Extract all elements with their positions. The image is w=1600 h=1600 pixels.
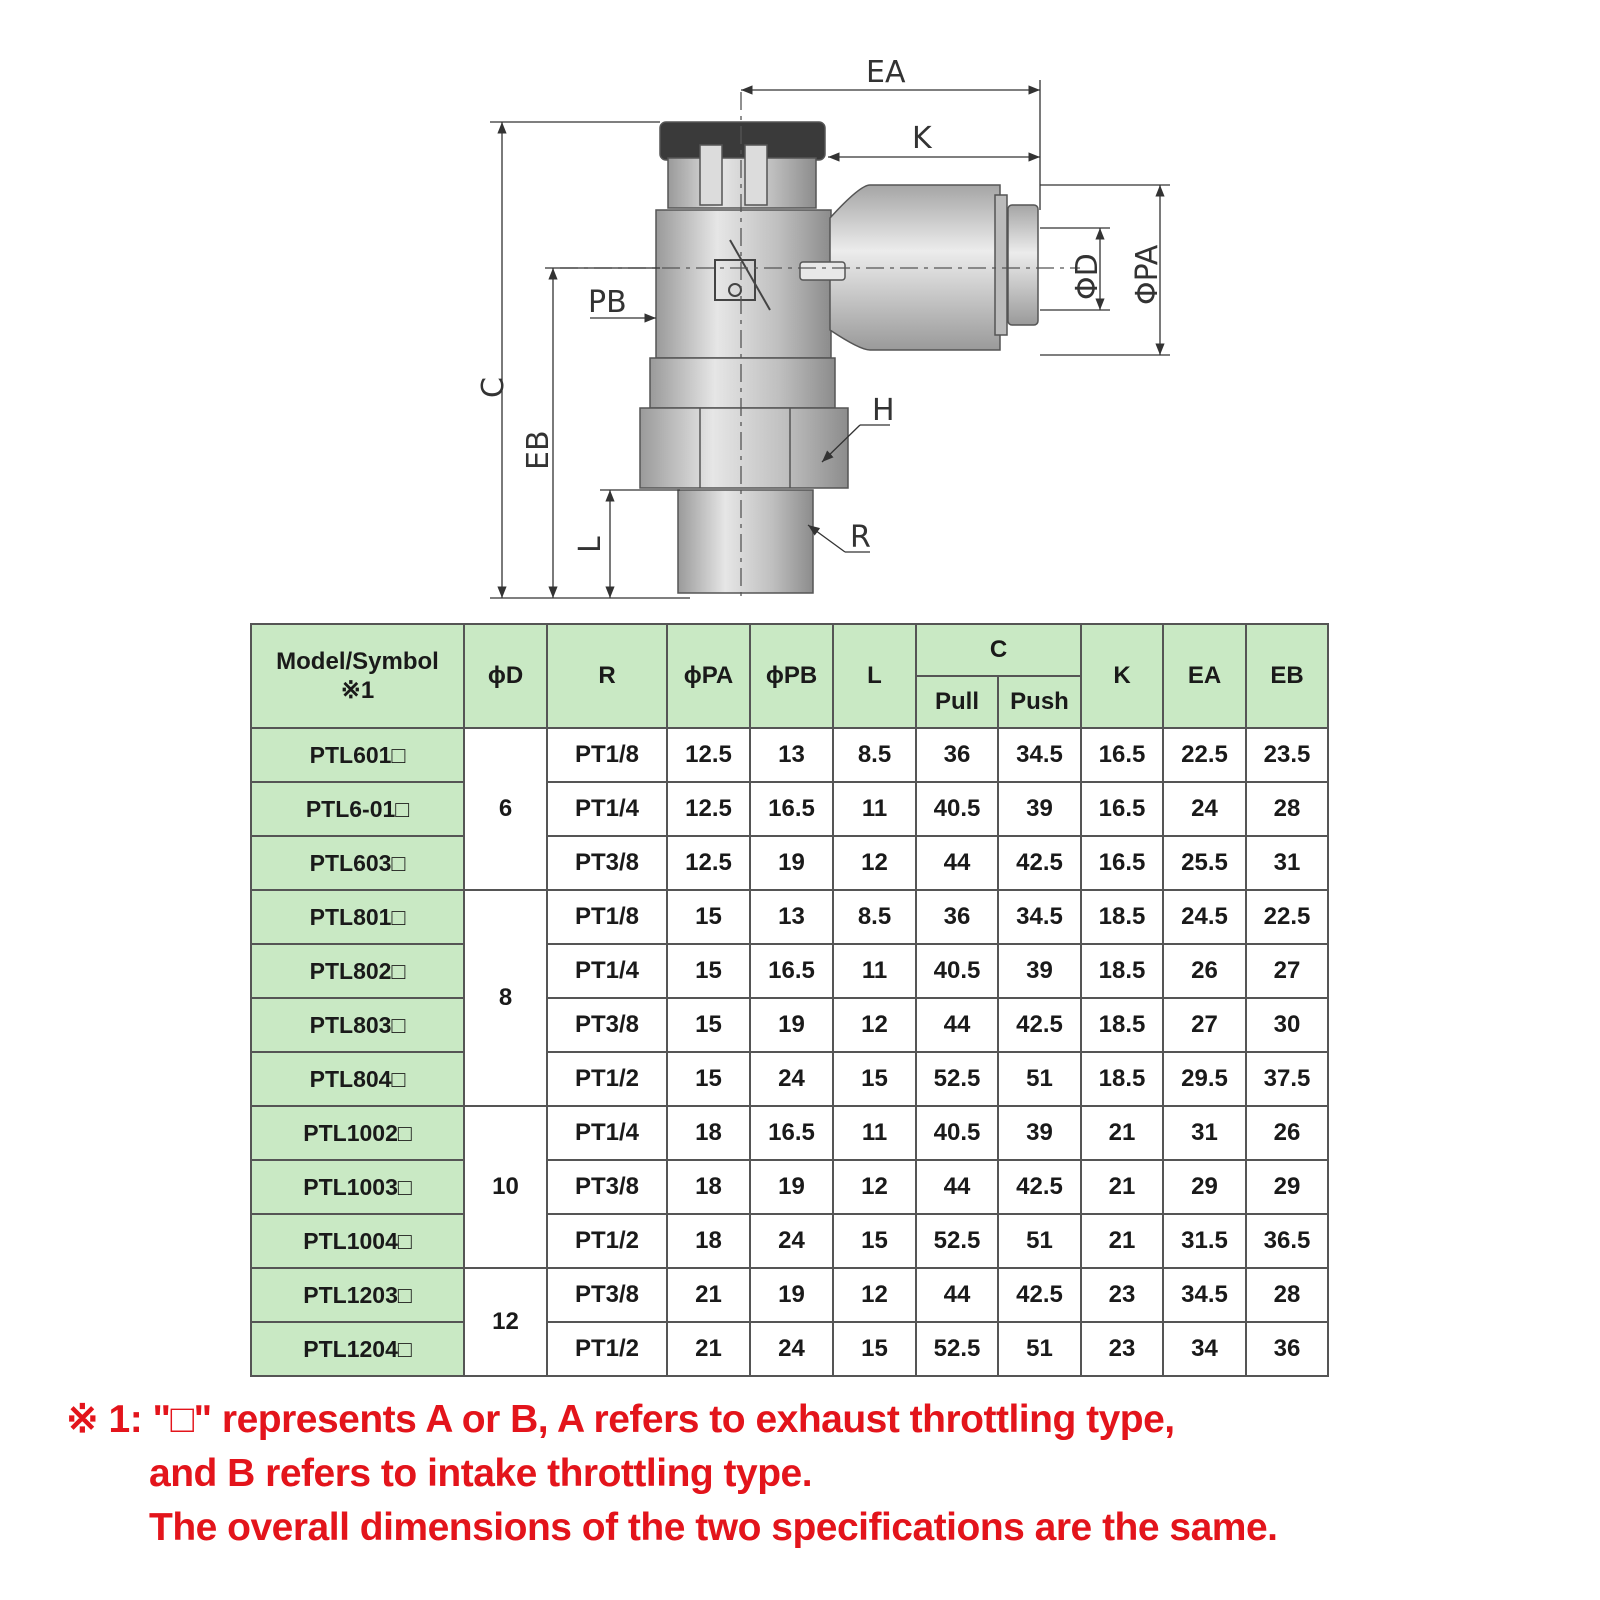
- footnote-line-3: The overall dimensions of the two specifications are the same.: [149, 1506, 1278, 1549]
- table-row: [251, 1106, 1328, 1160]
- cell-l: 15: [833, 1052, 916, 1106]
- cell-model: PTL1203□: [251, 1268, 464, 1322]
- cell-pa: 15: [667, 1052, 750, 1106]
- cell-eb: 36.5: [1246, 1214, 1328, 1268]
- dim-label-h: H: [872, 393, 895, 428]
- cell-push: 51: [998, 1322, 1081, 1376]
- cell-ea: 31.5: [1163, 1214, 1246, 1268]
- cell-model: PTL1204□: [251, 1322, 464, 1376]
- table-row: [251, 890, 1328, 944]
- cell-ea: 27: [1163, 998, 1246, 1052]
- cell-model: PTL1002□: [251, 1106, 464, 1160]
- cell-push: 42.5: [998, 1160, 1081, 1214]
- dim-label-phi-pa: ΦPA: [1130, 244, 1165, 305]
- cell-push: 42.5: [998, 836, 1081, 890]
- cell-ea: 31: [1163, 1106, 1246, 1160]
- table-row: [251, 1052, 1328, 1106]
- cell-k: 21: [1081, 1160, 1163, 1214]
- cell-k: 16.5: [1081, 782, 1163, 836]
- cell-ea: 34: [1163, 1322, 1246, 1376]
- cell-eb: 31: [1246, 836, 1328, 890]
- table-row: [251, 1322, 1328, 1376]
- cell-model: PTL1003□: [251, 1160, 464, 1214]
- cell-ea: 29: [1163, 1160, 1246, 1214]
- cell-k: 18.5: [1081, 944, 1163, 998]
- specification-rows: [251, 728, 1328, 1376]
- header-d: ϕD: [464, 624, 547, 728]
- cell-l: 8.5: [833, 890, 916, 944]
- cell-l: 11: [833, 1106, 916, 1160]
- cell-pull: 36: [916, 890, 998, 944]
- cell-eb: 23.5: [1246, 728, 1328, 782]
- header-c: C: [916, 624, 1081, 676]
- cell-pa: 18: [667, 1160, 750, 1214]
- header-l: L: [833, 624, 916, 728]
- cell-pb: 16.5: [750, 944, 833, 998]
- cell-eb: 27: [1246, 944, 1328, 998]
- cell-push: 51: [998, 1052, 1081, 1106]
- cell-push: 42.5: [998, 998, 1081, 1052]
- header-ea: EA: [1163, 624, 1246, 728]
- cell-l: 15: [833, 1322, 916, 1376]
- cell-eb: 26: [1246, 1106, 1328, 1160]
- footnote-line-2: and B refers to intake throttling type.: [149, 1452, 813, 1495]
- cell-k: 23: [1081, 1322, 1163, 1376]
- cell-pull: 40.5: [916, 782, 998, 836]
- cell-ea: 22.5: [1163, 728, 1246, 782]
- cell-r: PT3/8: [547, 1268, 667, 1322]
- dim-label-phi-d: ΦD: [1070, 253, 1105, 300]
- cell-pb: 19: [750, 836, 833, 890]
- table-row: [251, 1160, 1328, 1214]
- cell-model: PTL601□: [251, 728, 464, 782]
- cell-pull: 36: [916, 728, 998, 782]
- cell-pull: 40.5: [916, 1106, 998, 1160]
- cell-l: 8.5: [833, 728, 916, 782]
- header-k: K: [1081, 624, 1163, 728]
- cell-k: 18.5: [1081, 890, 1163, 944]
- fitting-dimension-drawing: [0, 0, 1600, 620]
- table-row: [251, 1214, 1328, 1268]
- cell-k: 23: [1081, 1268, 1163, 1322]
- cell-pa: 18: [667, 1214, 750, 1268]
- cell-d: 12: [464, 1268, 547, 1376]
- header-pull: Pull: [916, 676, 998, 728]
- cell-r: PT3/8: [547, 1160, 667, 1214]
- cell-r: PT1/4: [547, 1106, 667, 1160]
- header-pb: ϕPB: [750, 624, 833, 728]
- cell-push: 34.5: [998, 890, 1081, 944]
- cell-pa: 18: [667, 1106, 750, 1160]
- header-model-label: Model/Symbol: [276, 647, 439, 675]
- cell-eb: 30: [1246, 998, 1328, 1052]
- cell-pa: 15: [667, 998, 750, 1052]
- cell-pb: 24: [750, 1322, 833, 1376]
- cell-pull: 44: [916, 998, 998, 1052]
- cell-r: PT1/4: [547, 944, 667, 998]
- cell-r: PT1/8: [547, 890, 667, 944]
- cell-r: PT1/2: [547, 1052, 667, 1106]
- cell-ea: 34.5: [1163, 1268, 1246, 1322]
- header-model: [251, 624, 464, 728]
- cell-eb: 28: [1246, 782, 1328, 836]
- header-push: Push: [998, 676, 1081, 728]
- cell-l: 11: [833, 782, 916, 836]
- cell-pa: 12.5: [667, 782, 750, 836]
- dim-label-l: L: [573, 536, 608, 553]
- cell-model: PTL6-01□: [251, 782, 464, 836]
- header-pa: ϕPA: [667, 624, 750, 728]
- cell-pull: 44: [916, 1160, 998, 1214]
- cell-r: PT1/2: [547, 1322, 667, 1376]
- cell-pb: 24: [750, 1052, 833, 1106]
- cell-r: PT1/4: [547, 782, 667, 836]
- cell-l: 15: [833, 1214, 916, 1268]
- cell-push: 34.5: [998, 728, 1081, 782]
- dim-label-pb: PB: [588, 285, 627, 320]
- table-row: [251, 836, 1328, 890]
- cell-l: 12: [833, 998, 916, 1052]
- footnote-line-1: ※ 1: "□" represents A or B, A refers to exhaust throttling type,: [66, 1398, 1175, 1441]
- header-r: R: [547, 624, 667, 728]
- cell-pull: 44: [916, 1268, 998, 1322]
- header-eb: EB: [1246, 624, 1328, 728]
- cell-model: PTL603□: [251, 836, 464, 890]
- footnote: [66, 1393, 1586, 1555]
- cell-k: 18.5: [1081, 1052, 1163, 1106]
- cell-pa: 15: [667, 890, 750, 944]
- cell-model: PTL804□: [251, 1052, 464, 1106]
- cell-push: 39: [998, 782, 1081, 836]
- cell-ea: 29.5: [1163, 1052, 1246, 1106]
- cell-r: PT3/8: [547, 836, 667, 890]
- cell-k: 18.5: [1081, 998, 1163, 1052]
- dim-label-c: C: [476, 377, 511, 398]
- cell-r: PT1/8: [547, 728, 667, 782]
- cell-pb: 19: [750, 1268, 833, 1322]
- dim-label-ea: EA: [866, 55, 906, 90]
- cell-eb: 22.5: [1246, 890, 1328, 944]
- cell-pa: 15: [667, 944, 750, 998]
- cell-d: 10: [464, 1106, 547, 1268]
- cell-pb: 13: [750, 728, 833, 782]
- cell-pull: 40.5: [916, 944, 998, 998]
- cell-model: PTL801□: [251, 890, 464, 944]
- cell-push: 42.5: [998, 1268, 1081, 1322]
- cell-l: 12: [833, 1160, 916, 1214]
- cell-model: PTL803□: [251, 998, 464, 1052]
- cell-model: PTL1004□: [251, 1214, 464, 1268]
- cell-k: 16.5: [1081, 728, 1163, 782]
- cell-pb: 16.5: [750, 1106, 833, 1160]
- table-row: [251, 944, 1328, 998]
- cell-pa: 21: [667, 1268, 750, 1322]
- table-row: [251, 728, 1328, 782]
- cell-push: 39: [998, 944, 1081, 998]
- cell-model: PTL802□: [251, 944, 464, 998]
- cell-r: PT3/8: [547, 998, 667, 1052]
- cell-r: PT1/2: [547, 1214, 667, 1268]
- cell-l: 11: [833, 944, 916, 998]
- table-row: [251, 998, 1328, 1052]
- dim-label-k: K: [912, 121, 932, 156]
- specification-table: [250, 623, 1329, 1377]
- cell-pull: 52.5: [916, 1214, 998, 1268]
- dim-label-eb: EB: [521, 430, 556, 470]
- cell-k: 21: [1081, 1214, 1163, 1268]
- cell-ea: 25.5: [1163, 836, 1246, 890]
- cell-ea: 24.5: [1163, 890, 1246, 944]
- table-row: [251, 1268, 1328, 1322]
- cell-pb: 16.5: [750, 782, 833, 836]
- cell-pull: 52.5: [916, 1322, 998, 1376]
- cell-k: 16.5: [1081, 836, 1163, 890]
- fitting-body: [640, 122, 1038, 593]
- cell-ea: 26: [1163, 944, 1246, 998]
- cell-d: 8: [464, 890, 547, 1106]
- cell-pa: 12.5: [667, 836, 750, 890]
- cell-pull: 44: [916, 836, 998, 890]
- dim-label-r: R: [850, 520, 871, 555]
- cell-pull: 52.5: [916, 1052, 998, 1106]
- cell-ea: 24: [1163, 782, 1246, 836]
- cell-pb: 19: [750, 998, 833, 1052]
- cell-push: 51: [998, 1214, 1081, 1268]
- cell-eb: 37.5: [1246, 1052, 1328, 1106]
- cell-eb: 36: [1246, 1322, 1328, 1376]
- cell-pa: 12.5: [667, 728, 750, 782]
- cell-pa: 21: [667, 1322, 750, 1376]
- cell-l: 12: [833, 1268, 916, 1322]
- cell-pb: 19: [750, 1160, 833, 1214]
- cell-k: 21: [1081, 1106, 1163, 1160]
- cell-pb: 13: [750, 890, 833, 944]
- cell-eb: 29: [1246, 1160, 1328, 1214]
- cell-pb: 24: [750, 1214, 833, 1268]
- table-row: [251, 782, 1328, 836]
- cell-push: 39: [998, 1106, 1081, 1160]
- cell-eb: 28: [1246, 1268, 1328, 1322]
- cell-d: 6: [464, 728, 547, 890]
- header-model-note: ※1: [340, 676, 375, 704]
- cell-l: 12: [833, 836, 916, 890]
